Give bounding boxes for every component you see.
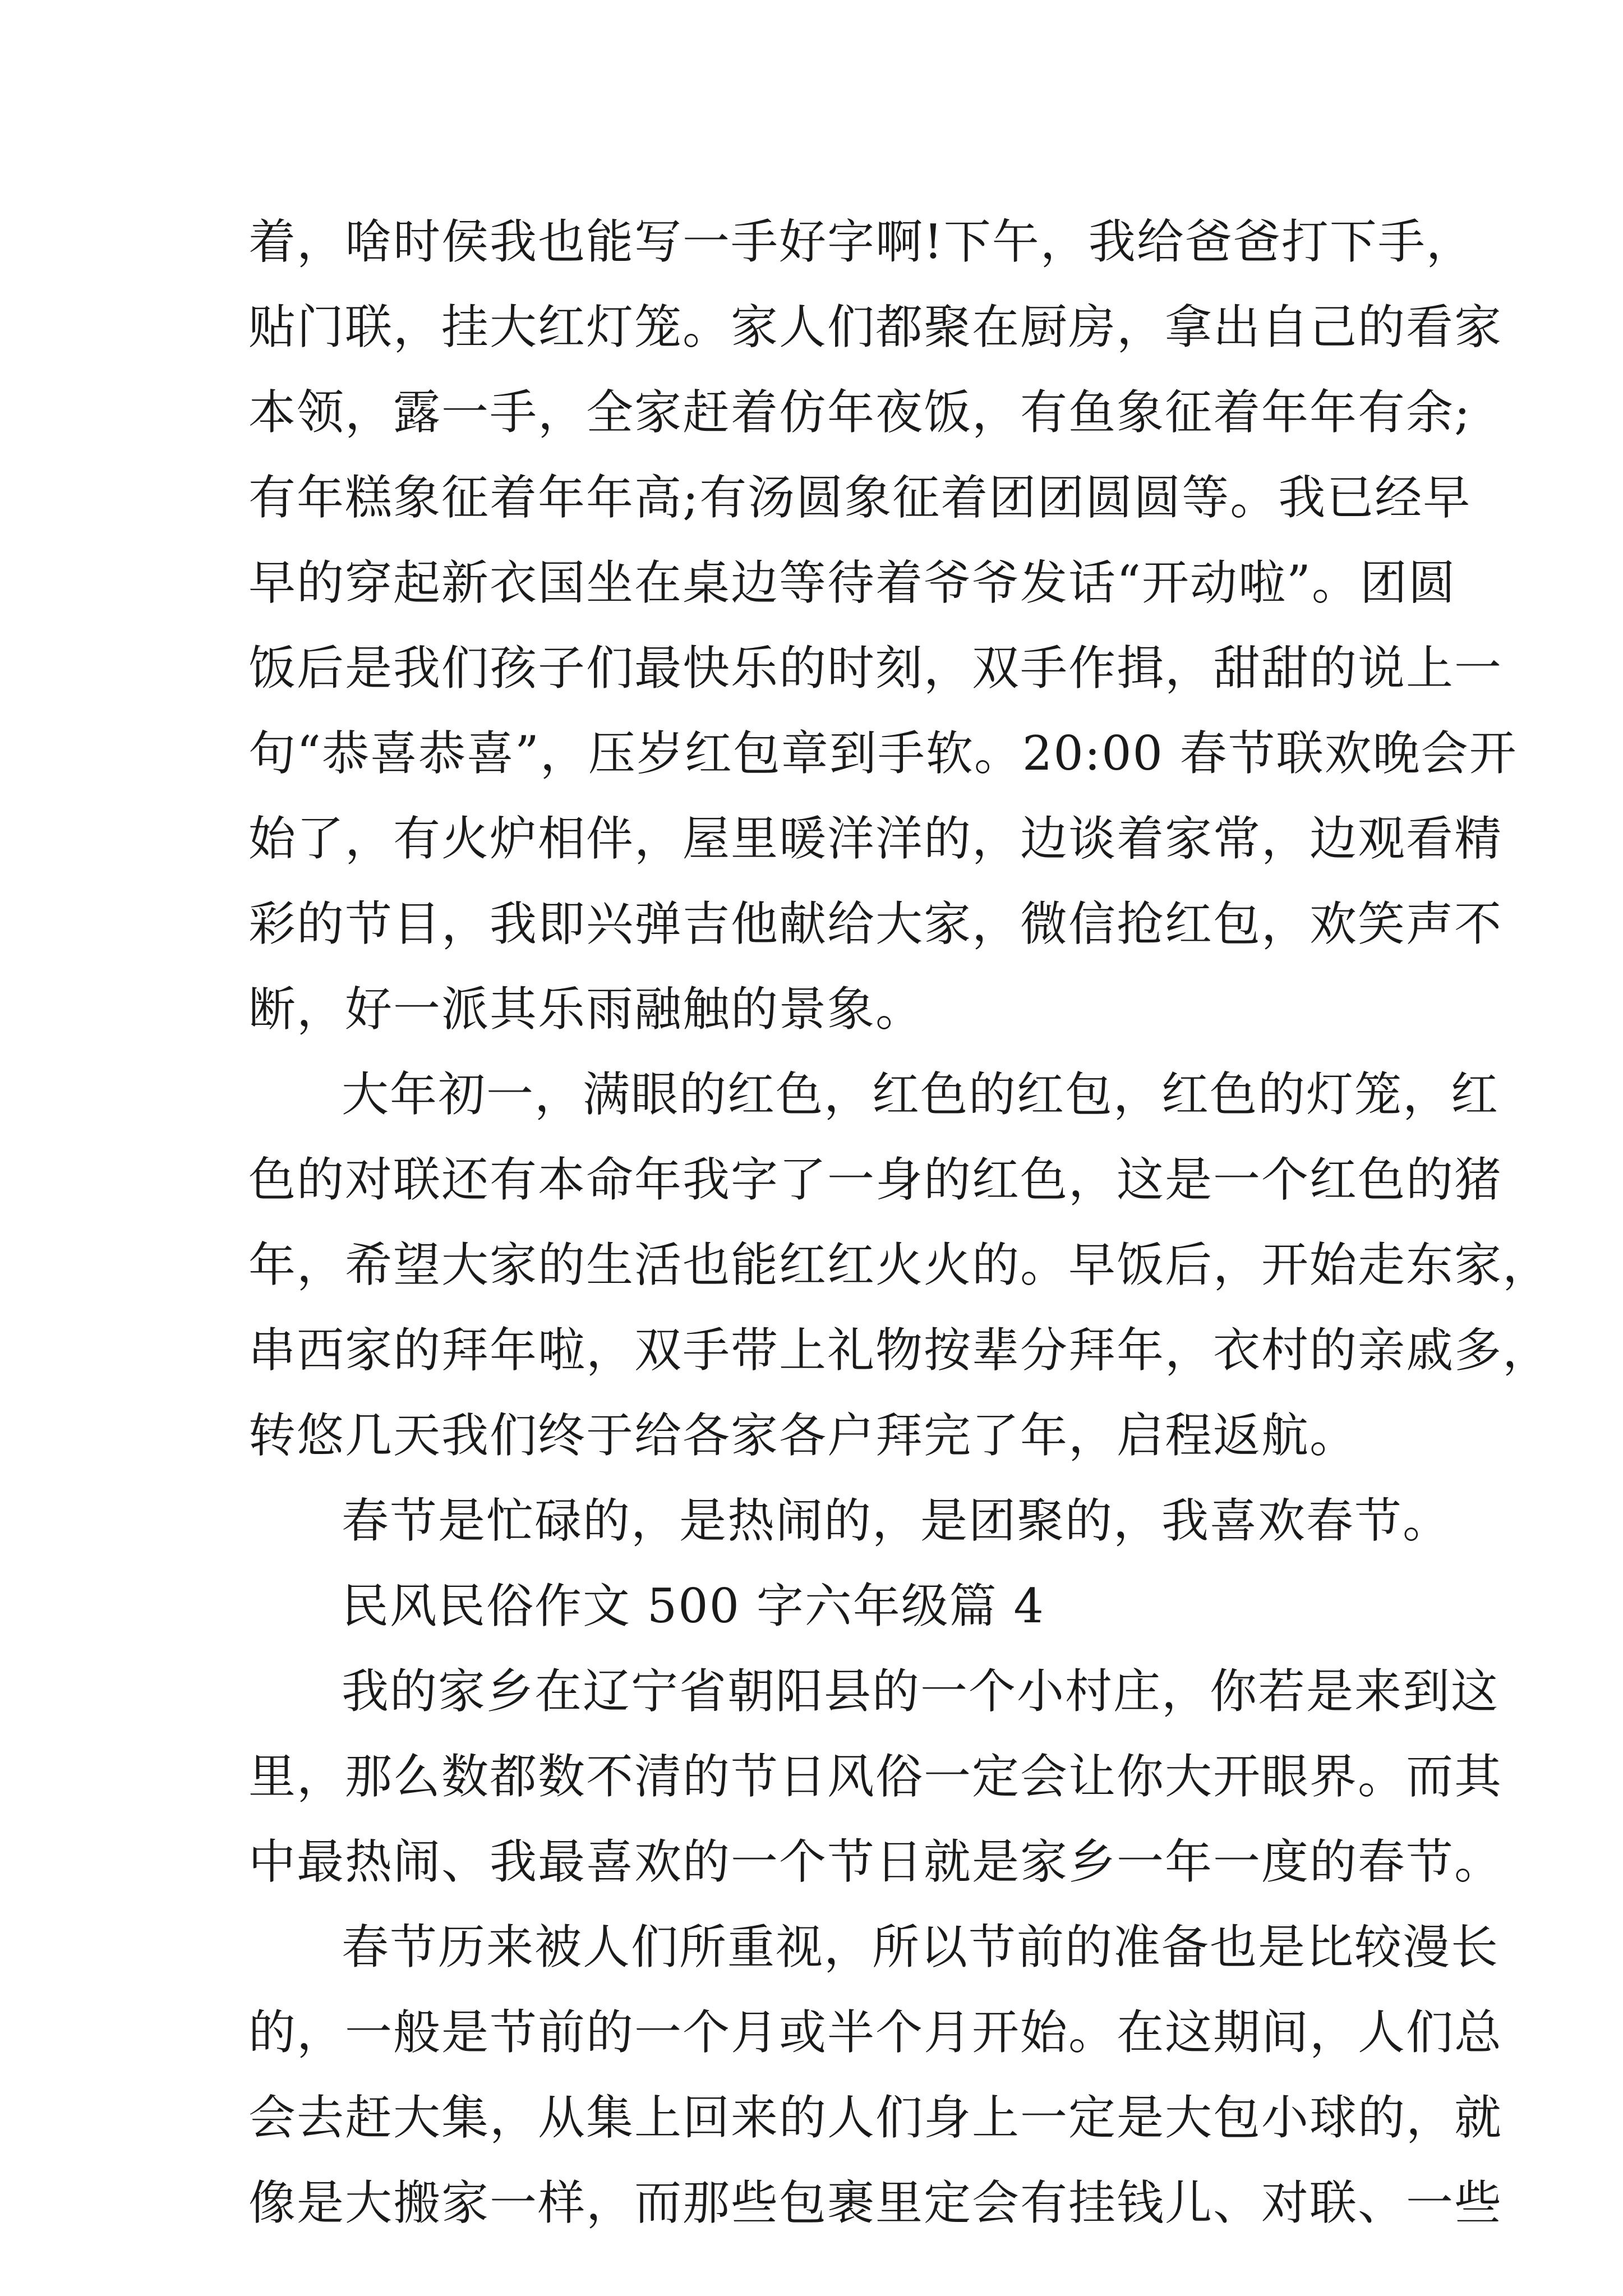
- text-line: 彩的节目，我即兴弹吉他献给大家，微信抢红包，欢笑声不: [248, 896, 1503, 951]
- text-line: 我的家乡在辽宁省朝阳县的一个小村庄，你若是来到这: [342, 1664, 1500, 1719]
- paragraph: [248, 1052, 1551, 1478]
- paragraph: [248, 1563, 1376, 1649]
- text-line: 本领，露一手，全家赶着仿年夜饭，有鱼象征着年年有余;: [248, 385, 1472, 440]
- paragraph: [248, 1478, 1451, 1563]
- text-line: 色的对联还有本命年我字了一身的红色，这是一个红色的猪: [248, 1152, 1503, 1207]
- paragraph: [248, 199, 1518, 1052]
- text-line: 春节是忙碌的，是热闹的，是团聚的，我喜欢春节。: [342, 1493, 1451, 1548]
- text-line: 的，一般是节前的一个月或半个月开始。在这期间，人们总: [248, 2005, 1503, 2060]
- text-line: 年，希望大家的生活也能红红火火的。早饭后，开始走东家，: [248, 1237, 1551, 1292]
- text-line: 贴门联，挂大红灯笼。家人们都聚在厨房，拿出自己的看家: [248, 300, 1503, 355]
- paragraph: [248, 1649, 1503, 1904]
- text-line: 中最热闹、我最喜欢的一个节日就是家乡一年一度的春节。: [248, 1834, 1503, 1889]
- paragraph: [248, 1904, 1503, 2246]
- text-line: 转悠几天我们终于给各家各户拜完了年，启程返航。: [248, 1408, 1358, 1463]
- text-line: 民风民俗作文 500 字六年级篇 4: [342, 1579, 1045, 1634]
- text-line: 大年初一，满眼的红色，红色的红包，红色的灯笼，红: [342, 1067, 1500, 1122]
- text-line: 里，那么数都数不清的节日风俗一定会让你大开眼界。而其: [248, 1749, 1503, 1804]
- text-line: 始了，有火炉相伴，屋里暖洋洋的，边谈着家常，边观看精: [248, 811, 1503, 866]
- text-line: 饭后是我们孩子们最快乐的时刻，双手作揖，甜甜的说上一: [248, 641, 1503, 696]
- text-line: 会去赶大集，从集上回来的人们身上一定是大包小球的，就: [248, 2090, 1503, 2145]
- text-line: 有年糕象征着年年高;有汤圆象征着团团圆圆等。我已经早: [248, 470, 1472, 525]
- document-body: [248, 199, 1551, 2246]
- text-line: 串西家的拜年啦，双手带上礼物按辈分拜年，衣村的亲戚多，: [248, 1323, 1551, 1378]
- text-line: 早的穿起新衣国坐在桌边等待着爷爷发话“开动啦”。团圆: [248, 555, 1456, 610]
- text-line: 着，啥时侯我也能写一手好字啊!下午，我给爸爸打下手，: [248, 214, 1474, 269]
- text-line: 句“恭喜恭喜”，压岁红包章到手软。20:00 春节联欢晚会开: [248, 726, 1518, 781]
- text-line: 春节历来被人们所重视，所以节前的准备也是比较漫长: [342, 1920, 1500, 1975]
- text-line: 像是大搬家一样，而那些包裹里定会有挂钱儿、对联、一些: [248, 2175, 1503, 2230]
- text-line: 断，好一派其乐雨融触的景象。: [248, 982, 924, 1037]
